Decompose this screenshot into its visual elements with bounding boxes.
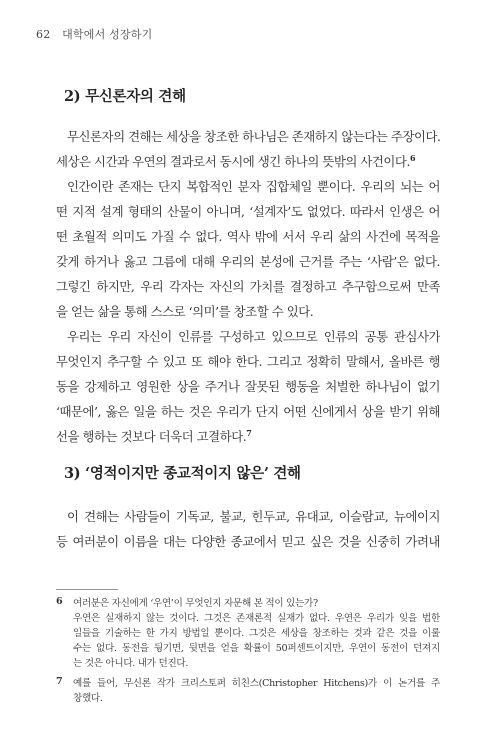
paragraph-line: 동을 강제하고 영원한 상을 주거나 잘못된 행동을 처벌한 하나님이 없기 bbox=[56, 379, 440, 394]
paragraph-line: 떤 초월적 의미도 가질 수 없다. 역사 밖에 서서 우리 삶의 사건에 목적을 bbox=[56, 229, 440, 244]
paragraph-line: 우리는 우리 자신이 인류를 구성하고 있으므로 인류의 공통 관심사가 bbox=[67, 329, 440, 344]
footnote-line: 창했다. bbox=[73, 693, 103, 704]
paragraph-line: ‘때문에’, 옳은 일을 하는 것은 우리가 단지 어떤 신에게서 상을 받기 위해 bbox=[56, 404, 440, 419]
footnote-number: 6 bbox=[56, 596, 63, 607]
footnote-ref[interactable]: 7 bbox=[246, 427, 252, 438]
paragraph-line: 선을 행하는 것보다 더욱더 고결하다.$^7$ bbox=[56, 427, 252, 444]
footnote-line: 는 것은 아니다. 내가 던진다. bbox=[73, 658, 189, 669]
paragraph-line: 무신론자의 견해는 세상을 창조한 하나님은 존재하지 않는다는 주장이다. bbox=[67, 129, 440, 144]
paragraph-line: 을 얻는 삶을 통해 스스로 ‘의미’를 창조할 수 있다. bbox=[56, 304, 314, 319]
running-header bbox=[36, 26, 152, 42]
page-number: 62 bbox=[36, 28, 51, 41]
footnote-line: 일들을 기술하는 한 가지 방법일 뿐이다. 그것은 세상을 창조하는 것과 같은 것을 이룰 bbox=[73, 628, 440, 639]
footnote-line: 우연은 실재하지 않는 것이다. 그것은 존재론적 실재가 없다. 우연은 우리가 잊을 법한 bbox=[73, 613, 440, 624]
footnote-line: 수는 없다. 동전을 뒹기면, 뒷면을 얻을 확률이 50퍼센트이지만, 우연이 동전이 던져지 bbox=[73, 643, 440, 654]
footnote-line: 예를 들어, 무신론 작가 크리스토퍼 히친스(Christopher Hitchens)가 이 논거를 주 bbox=[73, 678, 440, 689]
paragraph-line: 세상은 시간과 우연의 결과로서 동시에 생긴 하나의 뜻밖의 사건이다.$^6$ bbox=[56, 152, 416, 169]
paragraph-line: 등 여러분이 이름을 대는 다양한 종교에서 믿고 싶은 것을 신중히 가려내 bbox=[56, 534, 440, 549]
footnote-line: 여러분은 자신에게 ‘우연’이 무엇인지 자문해 본 적이 있는가? bbox=[73, 598, 318, 609]
paragraph-line: 갖게 하거나 옳고 그름에 대해 우리의 본성에 근거를 주는 ‘사람’은 없다. bbox=[56, 254, 440, 269]
footnote-ref[interactable]: 6 bbox=[409, 152, 416, 163]
footnote-divider bbox=[56, 589, 118, 590]
footnote-6 bbox=[56, 596, 440, 671]
section-heading-spiritual-view: 3) ‘영적이지만 종교적이지 않은’ 견해 bbox=[64, 465, 301, 482]
paragraph-line: 무엇인지 추구할 수 있고 또 해야 한다. 그리고 정확히 말해서, 올바른 행 bbox=[56, 354, 440, 369]
footnote-number: 7 bbox=[56, 676, 63, 687]
footnote-7 bbox=[56, 676, 440, 706]
section-heading-atheist-view: 2) 무신론자의 견해 bbox=[64, 88, 186, 105]
paragraph-line: 떤 지적 설계 형태의 산물이 아니며, ‘설계자’도 없었다. 따라서 인생은 어 bbox=[56, 204, 440, 219]
paragraph-line: 인간이란 존재는 단지 복합적인 분자 집합체일 뿐이다. 우리의 뇌는 어 bbox=[67, 179, 440, 194]
paragraph-line: 이 견해는 사람들이 기독교, 불교, 힌두교, 유대교, 이슬람교, 뉴에이지 bbox=[67, 509, 440, 524]
running-title: 대학에서 성장하기 bbox=[62, 28, 153, 41]
section-body-spiritual-view bbox=[56, 504, 440, 554]
section-body-atheist-view bbox=[56, 124, 440, 449]
paragraph-line: 그렇긴 하지만, 우리 각자는 자신의 가치를 결정하고 추구함으로써 만족 bbox=[56, 279, 440, 294]
